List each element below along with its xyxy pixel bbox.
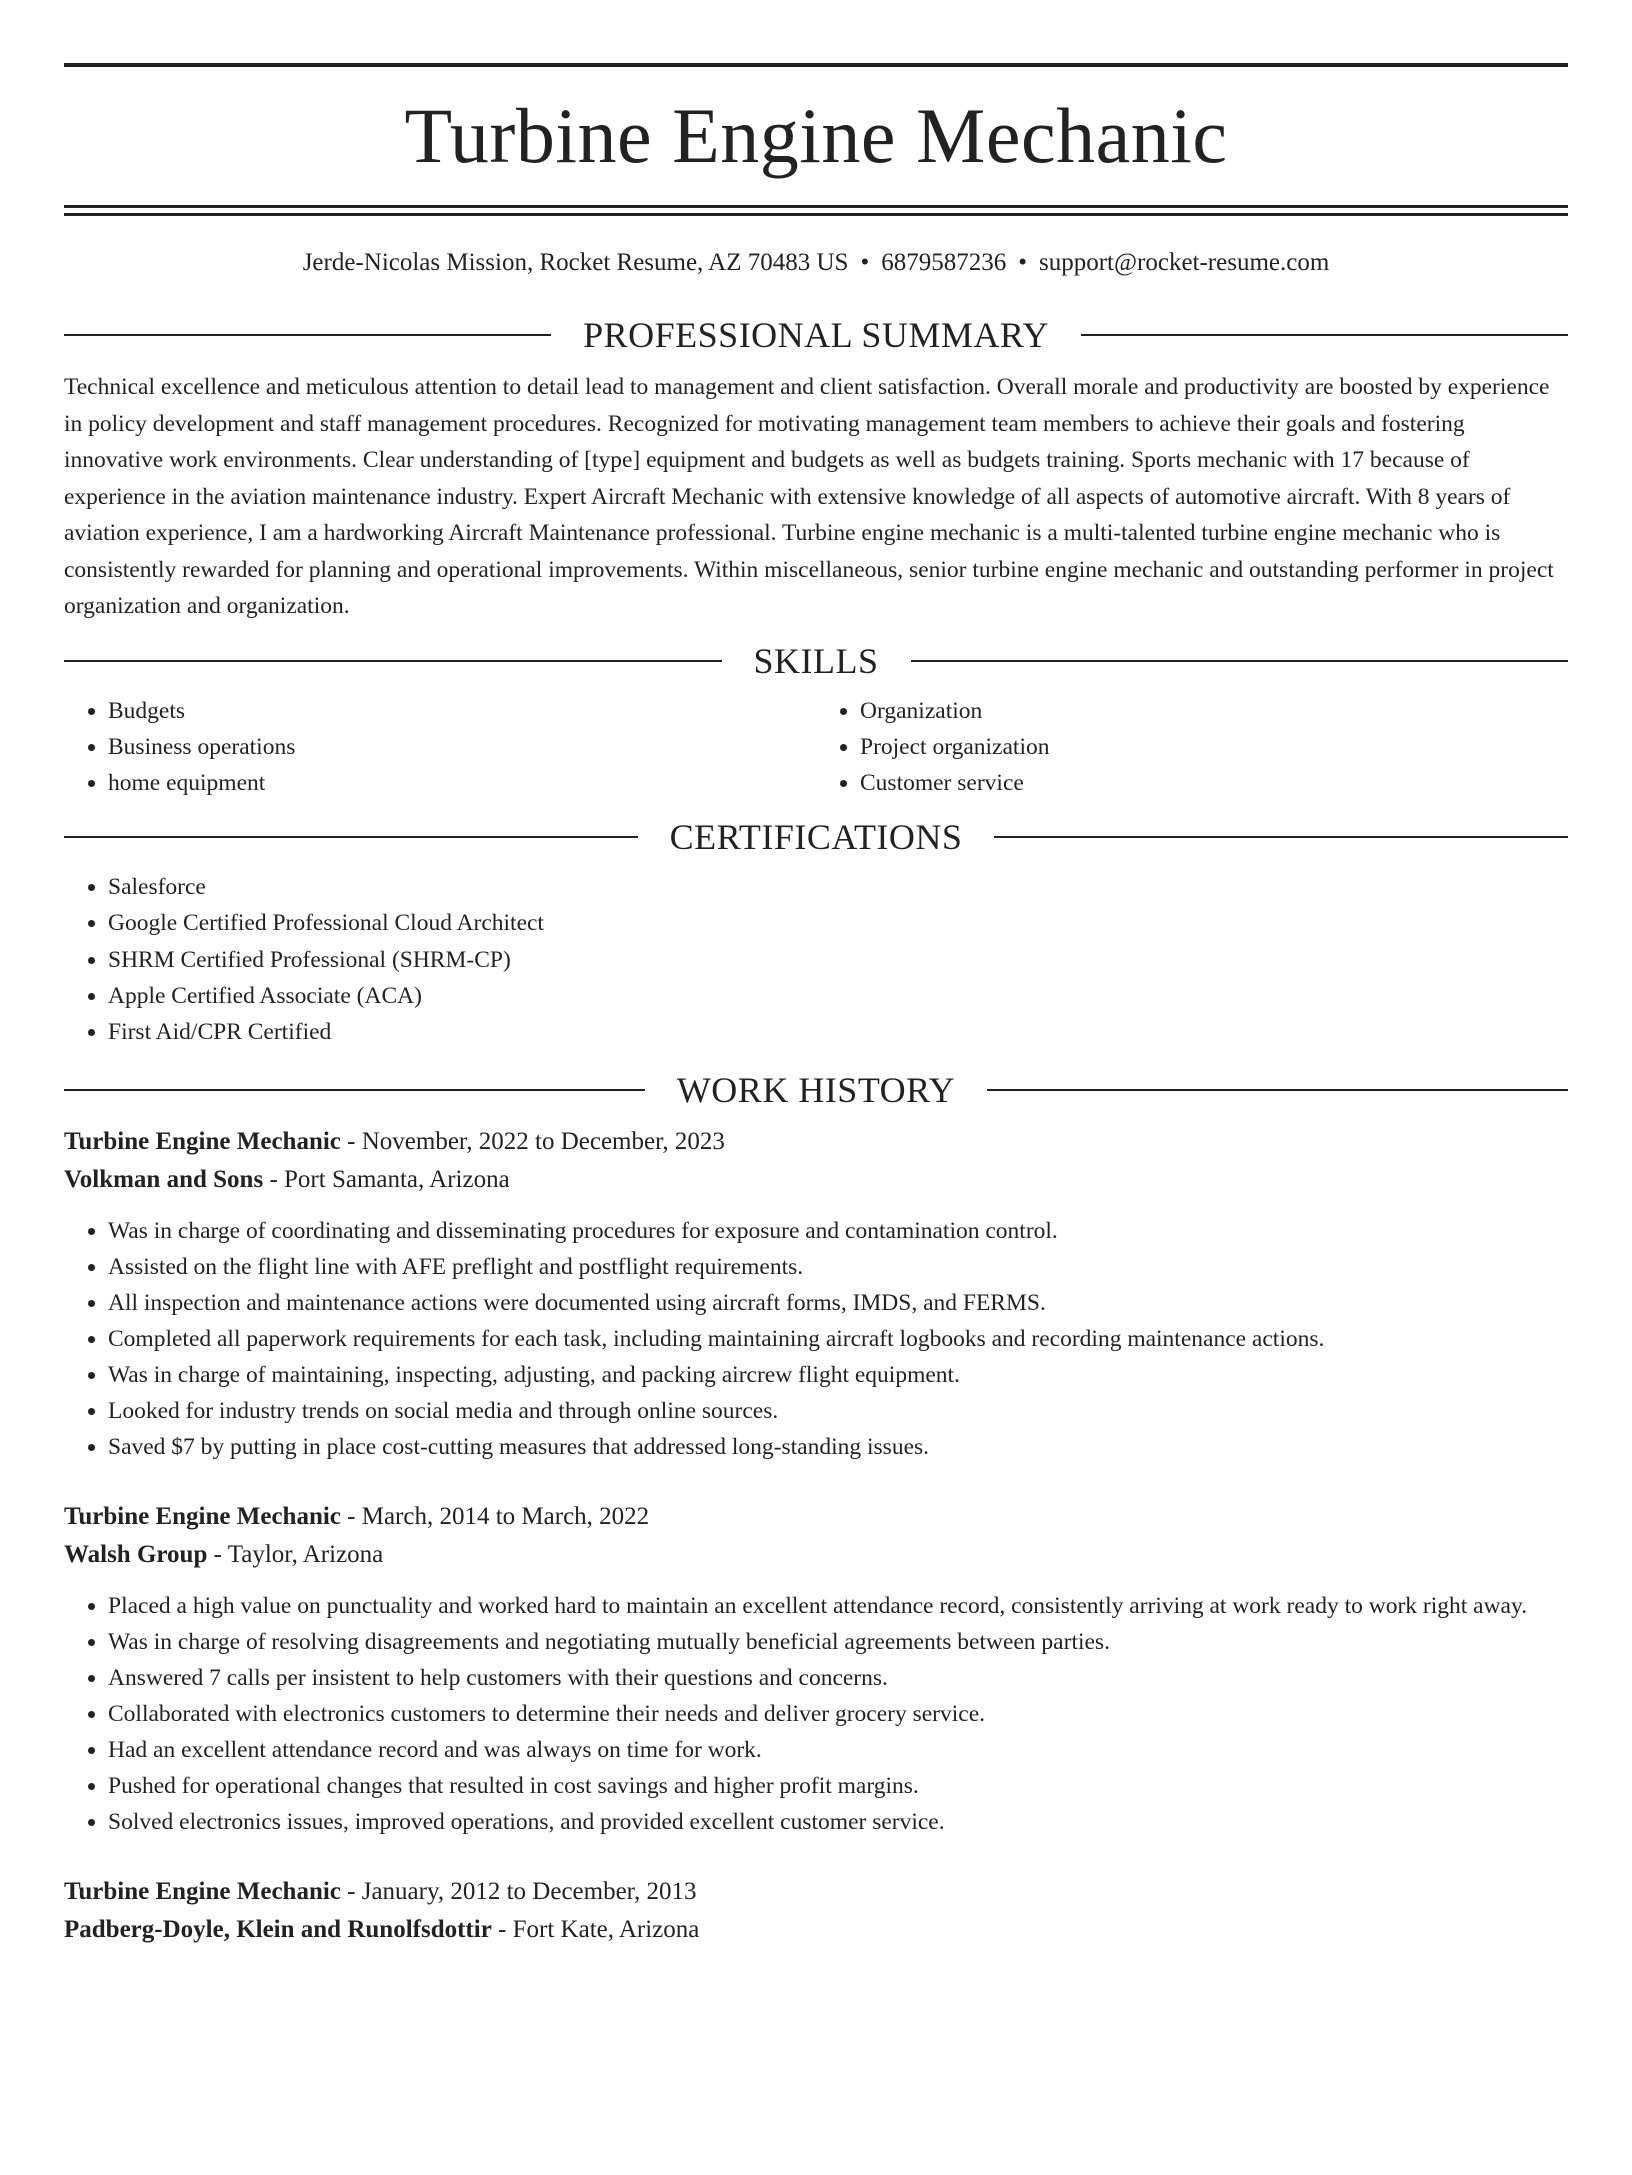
certifications-section-header (64, 817, 1568, 858)
summary-section-header (64, 317, 1568, 353)
job-company: Walsh Group (64, 1541, 208, 1569)
job-title: Turbine Engine Mechanic (64, 1503, 341, 1531)
section-rule (1081, 334, 1568, 336)
section-rule (987, 1089, 1568, 1091)
section-rule (994, 836, 1568, 838)
contact-email: support@rocket-resume.com (1039, 249, 1330, 276)
title-double-rule (64, 205, 1568, 216)
skills-column-right (816, 693, 1568, 802)
summary-text: Technical excellence and meticulous attention to detail lead to management and client satisfaction. Overall morale and productivity are boosted by experience in policy development and staff management procedures. Recognized for motivating management team members to achieve their goals and fostering innovative work environments. Clear understanding of [type] equipment and budgets as well as budgets training. Sports mechanic with 17 because of experience in the aviation maintenance industry. Expert Aircraft Mechanic with extensive knowledge of all aspects of automotive aircraft. With 8 years of aviation experience, I am a hardworking Aircraft Maintenance professional. Turbine engine mechanic is a multi-talented turbine engine mechanic who is consistently rewarded for planning and operational improvements. Within miscellaneous, senior turbine engine mechanic and outstanding performer in project organization and organization. (64, 374, 1554, 619)
section-rule (64, 836, 638, 838)
job-bullet: • Placed a high value on punctuality and worked hard to maintain an excellent attendance record, consistently arriving at work ready to work right away. (108, 1588, 1568, 1624)
job-dates: - March, 2014 to March, 2022 (340, 1503, 650, 1531)
job-entry (64, 1498, 1568, 1840)
job-bullet: • Completed all paperwork requirements for each task, including maintaining aircraft logbooks and recording maintenance actions. (108, 1321, 1568, 1357)
job-bullet: • Collaborated with electronics customers to determine their needs and deliver grocery service. (108, 1696, 1568, 1732)
contact-separator: • (1018, 249, 1027, 276)
job-company-line (64, 1536, 1568, 1574)
job-title-line (64, 1123, 1568, 1161)
work-section-title: WORK HISTORY (676, 1070, 956, 1111)
certification-item: • SHRM Certified Professional (SHRM-CP) (108, 942, 1568, 978)
job-bullet: • Was in charge of maintaining, inspecting, adjusting, and packing aircrew flight equipment. (108, 1357, 1568, 1393)
skill-item: • home equipment (108, 765, 816, 801)
job-dates: - November, 2022 to December, 2023 (340, 1128, 725, 1156)
top-rule (64, 63, 1568, 67)
certification-item: • First Aid/CPR Certified (108, 1014, 1568, 1050)
section-rule (64, 334, 551, 336)
job-title: Turbine Engine Mechanic (64, 1128, 341, 1156)
job-bullet: • Had an excellent attendance record and was always on time for work. (108, 1732, 1568, 1768)
job-bullet: • Solved electronics issues, improved operations, and provided excellent customer service. (108, 1804, 1568, 1840)
certifications-list (64, 869, 1568, 1050)
job-title: Turbine Engine Mechanic (64, 1878, 341, 1906)
skill-item: • Budgets (108, 693, 816, 729)
certification-item: • Apple Certified Associate (ACA) (108, 978, 1568, 1014)
work-section-header (64, 1070, 1568, 1111)
contact-address: Jerde-Nicolas Mission, Rocket Resume, AZ 70483 US (302, 249, 849, 276)
section-rule (911, 660, 1569, 662)
contact-separator: • (860, 249, 870, 276)
job-bullet: • Pushed for operational changes that resulted in cost savings and higher profit margins. (108, 1768, 1568, 1804)
certification-item: • Salesforce (108, 869, 1568, 905)
job-bullet: • Was in charge of resolving disagreements and negotiating mutually beneficial agreements between parties. (108, 1624, 1568, 1660)
job-company: Padberg-Doyle, Klein and Runolfsdottir (64, 1916, 492, 1944)
skills-section-title: SKILLS (753, 640, 879, 681)
job-bullets (64, 1588, 1568, 1840)
job-location: - Port Samanta, Arizona (263, 1166, 510, 1194)
contact-line (64, 248, 1568, 278)
section-rule (64, 1089, 645, 1091)
job-bullet: • All inspection and maintenance actions were documented using aircraft forms, IMDS, and FERMS. (108, 1285, 1568, 1321)
job-entry (64, 1873, 1568, 1949)
job-company: Volkman and Sons (64, 1166, 264, 1194)
job-bullet: • Saved $7 by putting in place cost-cutting measures that addressed long-standing issues. (108, 1429, 1568, 1465)
section-rule (64, 660, 722, 662)
certifications-section-title: CERTIFICATIONS (669, 817, 963, 858)
skill-item: • Project organization (860, 729, 1568, 765)
job-dates: - January, 2012 to December, 2013 (340, 1878, 697, 1906)
job-location: - Taylor, Arizona (207, 1541, 384, 1569)
job-bullets (64, 1213, 1568, 1465)
job-title-line (64, 1873, 1568, 1911)
job-company-line (64, 1161, 1568, 1199)
certification-item: • Google Certified Professional Cloud Architect (108, 905, 1568, 941)
job-title-line (64, 1498, 1568, 1536)
resume-page (0, 63, 1632, 2175)
job-location: - Fort Kate, Arizona (491, 1916, 700, 1944)
job-company-line (64, 1911, 1568, 1949)
summary-section-title: PROFESSIONAL SUMMARY (583, 315, 1049, 355)
skill-item: • Customer service (860, 765, 1568, 801)
job-bullet: • Was in charge of coordinating and disseminating procedures for exposure and contamination control. (108, 1213, 1568, 1249)
job-bullet: • Assisted on the flight line with AFE preflight and postflight requirements. (108, 1249, 1568, 1285)
skills-list (64, 693, 1568, 802)
job-entry (64, 1123, 1568, 1465)
skill-item: • Business operations (108, 729, 816, 765)
contact-phone: 6879587236 (881, 249, 1007, 276)
job-bullet: • Answered 7 calls per insistent to help customers with their questions and concerns. (108, 1660, 1568, 1696)
skills-column-left (64, 693, 816, 802)
job-bullet: • Looked for industry trends on social media and through online sources. (108, 1393, 1568, 1429)
resume-title: Turbine Engine Mechanic (404, 92, 1228, 179)
skills-section-header (64, 640, 1568, 681)
skill-item: • Organization (860, 693, 1568, 729)
